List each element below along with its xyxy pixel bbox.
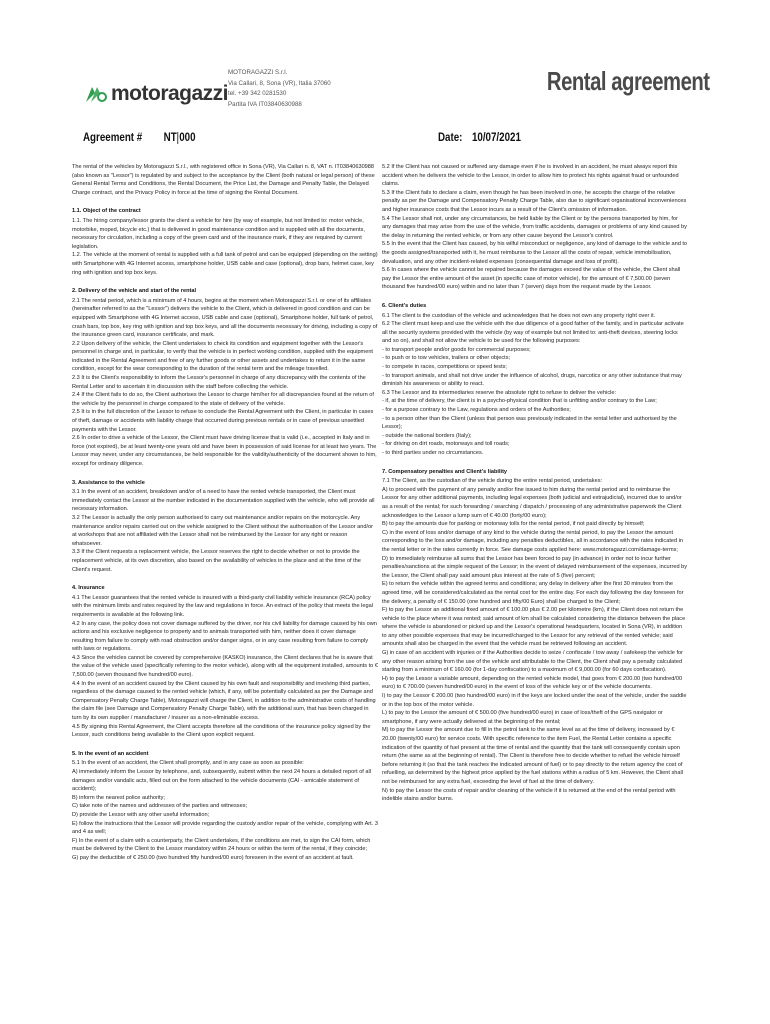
document-title: Rental agreement (547, 66, 710, 96)
section-heading: 5. In the event of an accident (72, 750, 149, 757)
agreement-label: Agreement # (83, 132, 143, 144)
clause-paragraph: A) to proceed with the payment of any penalty and/or fine issued to him during the rental period and to reimburse the Lessor for any other additional payments, including legal expenses (both judicial and extrajudicial), incurred due to and/or as a result of the rental; for such forwarding / searching / dispatch / processing of any administrative paperwork the Client acknowledges to the Lessor a lump sum of € 40.00 (forty/00 euro); (382, 486, 682, 519)
clause-paragraph: 1.1. The hiring company/lessor grants the client a vehicle for hire (by way of example, but not limited to: motor vehicle, motorbike, moped, bicycle etc.) that is delivered in good maintenance condition and is supplied with all the documents, necessary for circulation, including a copy of the green card and of the insurance mark, if they are required by current legislation. (72, 217, 365, 250)
clause-paragraph: 4.4 In the event of an accident caused by the Client caused by his own fault and responsibility and involving third parties, regardless of the damage caused to the rented vehicle (which, if any, will be potentially calculated as per the Damage and Compensatory Penalty Charge Table), Motoragazzi will charge the Client, in addition to the administrative costs of handling the claim file (see Damage and Compensatory Penalty Charge Table), with the additional sum, that has been charged in turn by its own supplier / manufacturer / insurer as a non-eliminable excess. (72, 680, 376, 722)
section-heading: 2. Delivery of the vehicle and start of the rental (72, 288, 197, 295)
clause-paragraph: - to push or to tow vehicles, trailers or other objects; (382, 355, 511, 362)
logo-text: motoragazzi (111, 82, 229, 105)
clause-paragraph: 3.2 The Lessor is actually the only person authorised to carry out maintenance and/or repairs on the motorcycle. Any maintenance and/or repairs carried out on the vehicle assigned to the Client without the authorisation of the Lessor and/or at workshops that are not affiliated with the Lessor shall not be reimbursed by the Lessor for any right or reason whatsoever. (72, 514, 374, 547)
clause-paragraph: 4.1 The Lessor guarantees that the rented vehicle is insured with a third-party civil liability vehicle insurance (RCA) policy with the minimum limits and rates required by the law and regulations in force. An extract of the policy that meets the legal requirements is available at the following link. (72, 594, 373, 618)
date-value: 10/07/2021 (471, 132, 521, 144)
company-vat: Partita IVA IT03840630988 (228, 100, 302, 108)
clause-paragraph: G) pay the deductible of € 250.00 (two hundred fifty hundred/00 euro) foreseen in the event of an accident at fault. (72, 854, 354, 861)
section-heading: 3. Assistance to the vehicle (72, 479, 145, 486)
section-heading: 4. Insurance (72, 585, 105, 592)
clause-paragraph: 6.1 The client is the custodian of the vehicle and acknowledges that he does not own any property right over it. (382, 312, 656, 319)
clause-paragraph: - for driving on dirt roads, motorways and toll roads; (382, 441, 510, 448)
clause-paragraph: 4.3 Since the vehicles cannot be covered by comprehensive (KASKO) insurance, the Client declares that he is aware that the value of the vehicle used (specifically referring to the motor vehicle), along with all the equipment installed, amounts to € 7,500.00 (seven thousand five hundred/00 euro). (72, 654, 378, 679)
agreement-suffix: 000 (179, 132, 196, 144)
section-heading: 6. Client's duties (382, 302, 427, 309)
clause-paragraph: 1.2. The vehicle at the moment of rental is supplied with a full tank of petrol and can be equipped (depending on the setting) with Smartphone with 4G Internet access, smartphone holder, USB cable and case (optional), drop bars, helmet case, key ring with ignition and top box keys. (72, 252, 378, 276)
date-label: Date: (438, 132, 463, 144)
clause-paragraph: D) provide the Lessor with any other useful information; (72, 811, 210, 818)
terms-column-right (382, 163, 688, 804)
clause-paragraph: - if, at the time of delivery, the client is in a psycho-physical condition that is unfitting and/or contrary to the Law; (382, 398, 657, 405)
clause-paragraph: 4.5 By signing this Rental Agreement, the Client accepts therefore all the conditions of the insurance policy signed by the Lessor, such conditions being available to the Client upon explicit request. (72, 723, 371, 739)
clause-paragraph: 5.2 If the Client has not caused or suffered any damage even if he is involved in an accident, he must always report this accident when he delivers the vehicle to the Lessor, in order to allow him to protect his rights against fraud or unfounded claims. (382, 164, 679, 188)
clause-paragraph: 5.6 In cases where the vehicle cannot be repaired because the damages exceed the value of the vehicle, the Client shall pay the Lessor the entire amount of the asset (in specific case of motor vehicle), for the amount of € 7,500.00 (seven thousand five hundred/00 euro) within and no later than 7 (seven) days from the request made by the Lessor. (382, 267, 681, 291)
clause-paragraph: 4.2 In any case, the policy does not cover damage suffered by the driver, nor his civil liability for damage caused by his own actions and his exclusive negligence to property and to animals transported with him, neither does it cover damage resulting from failure to comply with road obstruction and/or danger signs, or in any case resulting from failure to comply with laws or regulations. (72, 620, 377, 653)
motoragazzi-logo-icon (82, 84, 108, 104)
clause-paragraph: I) to pay the Lessor € 200.00 (two hundred/00 euro) in if the keys are locked under the seat of the vehicle, under the saddle or in the top box of the motor vehicle. (382, 693, 687, 708)
clause-paragraph: 2.6 In order to drive a vehicle of the Lessor, the Client must have driving license that is valid (i.e., accepted in Italy and in force (not expired), be at least twenty-one years old and have been in possession of said license for at least two years. The Lessor may never, under any circumstances, be held responsible for the validity/authenticity of the document shown to him, except for ordinary diligence. (72, 435, 377, 467)
clause-paragraph: 2.4 If the Client fails to do so, the Client authorises the Lessor to charge him/her for all discrepancies found at the return of the vehicle by the personnel in charge compared to the state of delivery of the vehicle. (72, 392, 374, 407)
clause-paragraph: L) to pay to the Lessor the amount of € 500.00 (five hundred/00 euro) in case of loss/theft of the GPS navigator or smartphone, if any were actually delivered at the beginning of the rental; (382, 710, 663, 725)
clause-paragraph: 5.3 If the Client fails to declare a claim, even though he has been involved in one, he accepts the charge of the relative penalty as per the Damage and Compensatory Penalty Charge Table, also due to significant organisational inconveniences and higher insurance costs that the Lessor incurs as a result of the Client's omission of information. (382, 189, 687, 213)
clause-paragraph: - to third parties under no circumstances. (382, 450, 484, 456)
clause-paragraph: 2.5 It is in the full discretion of the Lessor to refuse to conclude the Rental Agreement with the Client, in particular in cases of theft, damage or accidents with liability charge that occurred during previous rentals or in case of previous unsettled payments with the Lessor. (72, 409, 374, 433)
agreement-date (438, 132, 521, 144)
clause-paragraph: B) inform the nearest police authority; (72, 794, 165, 801)
clause-paragraph: - to transport animals, and shall not drive under the influence of alcohol, drugs, narcotics or any other substance that may diminish his awareness or ability to react. (382, 372, 682, 388)
clause-paragraph: 5.4 The Lessor shall not, under any circumstances, be held liable by the Client or by the persons transported by him, for any damages that may arise from the use of the vehicle, from traffic accidents, damages or problems of any kind caused by the delay in returning the rented vehicle, or from any other cause beyond the Lessor's control. (382, 215, 687, 239)
clause-paragraph: N) to pay the Lessor the costs of repair and/or cleaning of the vehicle if it is returned at the end of the rental period with indelible stains and/or burns. (382, 787, 676, 803)
clause-paragraph: - to compete in races, competitions or speed tests; (382, 364, 507, 371)
clause-paragraph: A) immediately inform the Lessor by telephone, and, subsequently, submit within the next 24 hours a detailed report of all damages and/or vandalic acts, filled out on the form attached to the vehicle documents (CAI - amicable statement of accident); (72, 769, 372, 793)
clause-paragraph: 3.1 In the event of an accident, breakdown and/or of a need to have the rented vehicle transported, the Client must immediately contact the Lessor at the number indicated in the documentation supplied with the vehicle, who will provide all necessary information. (72, 489, 375, 513)
agreement-number-field[interactable] (164, 132, 196, 144)
clause-paragraph: - to a person other than the Client (unless that person was previously indicated in the rental letter and authorised by the Lessor); (382, 415, 677, 431)
clause-paragraph: 7.1 The Client, as the custodian of the vehicle during the entire rental period, undertakes: (382, 478, 603, 485)
agreement-prefix: NT (163, 132, 177, 144)
clause-paragraph: C) in the event of loss and/or damage of any kind to the vehicle during the rental period, to pay the Lessor the amount corresponding to the loss and/or damage, including any penalties deductibles, all in accordance with the rates indicated in the rental letter or in the rates currently in force. See damage costs applied here: www.motoragazzi.com/damage-terms; (382, 529, 684, 553)
terms-column-left (72, 163, 378, 863)
clause-paragraph: E) follow the instructions that the Lessor will provide regarding the custody and/or repair of the vehicle, complying with Art. 3 and 4 as well; (72, 820, 378, 836)
company-info (228, 68, 331, 110)
clause-paragraph: F) to pay the Lessor an additional fixed amount of € 100.00 plus € 2.00 per kilometre (km), if the Client does not return the vehicle to the place where it was rented; said amount of km shall be calculated considering the distance between the place where the vehicle is abandoned or picked up and the Lessor's operational headquarters, located in Sona (VR), in addition to any other possible expenses that may be incurred/charged to the Lessor for any retrieval of the rented vehicle; said amounts shall also be charged in the event that the vehicle must be retrieved following an accident. (382, 607, 686, 648)
company-address: Via Callari, 8, Sona (VR), Italia 37060 (228, 79, 331, 87)
company-logo (82, 82, 228, 106)
clause-paragraph: C) take note of the names and addresses of the parties and witnesses; (72, 803, 248, 810)
clause-paragraph: D) to immediately reimburse all sums that the Lessor has been forced to pay (in advance) in order not to incur further penalties/sanctions at the simple request of the Lessor; in the event of delayed reimbursement of the expenses, incurred by the Lessor, the Client shall pay said amount plus interest at the rate of 5 (five) percent; (382, 555, 688, 579)
clause-paragraph: 2.3 It is the Client's responsibility to inform the Lessor's personnel in charge of any discrepancy with the contents of the Rental Letter and to ascertain it in discussion with the staff before collecting the vehicle. (72, 375, 366, 390)
clause-paragraph: - outside the national borders (Italy); (382, 432, 472, 439)
clause-paragraph: - to transport people and/or goods for commercial purposes; (382, 346, 531, 353)
clause-paragraph: B) to pay the amounts due for parking or motorway tolls for the rental period, if not paid directly by himself; (382, 521, 645, 528)
company-name: MOTORAGAZZI S.r.l. (228, 69, 288, 76)
clause-paragraph: 2.1 The rental period, which is a minimum of 4 hours, begins at the moment when Motoragazzi S.r.l. or one of its affiliates (hereinafter referred to as the "Lessor") delivers the vehicle to the Client, which is delivered in good condition and can be equipped with Smartphone with 4G Internet access, USB cable and case (optional), Smartphone holder, full tank of petrol, crash bars, top box, key ring with ignition and top box keys, and all the documents necessary for driving, including a copy of the insurance green card, insurance certificate, and mark. (72, 297, 378, 339)
section-heading: 1.1. Object of the contract (72, 208, 141, 215)
clause-paragraph: 5.1 In the event of an accident, the Client shall promptly, and in any case as soon as possible: (72, 760, 304, 767)
clause-paragraph: 6.3 The Lessor and its intermediaries reserve the absolute right to refuse to deliver the vehicle: (382, 389, 617, 396)
clause-paragraph: - for a purpose contrary to the Law, regulations and orders of the Authorities; (382, 407, 571, 414)
clause-paragraph: H) to pay the Lessor a variable amount, depending on the rented vehicle model, that goes from € 200.00 (two hundred/00 euro) to € 700.00 (seven hundred/00 euro) in the event of loss of the vehicle key or of the vehicle documents. (382, 675, 683, 691)
clause-paragraph: M) to pay the Lessor the amount due to fill in the petrol tank to the same level as at the time of delivery, increased by € 20.00 (twenty/00 euro) for service costs. With specific reference to the item Fuel, the Rental Letter contains a specific indication of the quantity of fuel present at the time of rental and the quantity that the tank will consequently contain upon return (the same as at the beginning of rental). The Client is therefore free to decide whether to refuel the vehicle himself before returning it (so that the tank reaches the indicated amount of fuel) or to pay directly to the return agency the cost of refuelling, as determined by the highest price applied by the fuel stations within a radius of 5 km. However, the Client shall not be reimbursed for any extra fuel, exceeding the level of fuel at the time of delivery. (382, 727, 683, 785)
clause-paragraph: G) in case of an accident with injuries or if the Authorities decide to seize / confiscate / tow away / safekeep the vehicle for any other reason arising from the use of the vehicle and attributable to the Client, the Client shall pay a penalty calculated starting from a minimum of € 160.00 (for 1-day confiscation) to a maximum of € 9,000.00 (for 60 days confiscation). (382, 650, 683, 674)
clause-paragraph: 3.3 If the Client requests a replacement vehicle, the Lessor reserves the right to decide whether or not to provide the replacement vehicle, at its own discretion, also based on the availability of vehicles in the place and at the time of the Client's request. (72, 549, 361, 573)
clause-paragraph: E) to return the vehicle within the agreed terms and conditions; any delay in delivery after the first 30 minutes from the agreed time, will be considered/calculated as the rental cost for the entire day. For each day following the day foreseen for the delivery, a penalty of € 150.00 (one hundred and fifty/00 Euro) shall be charged to the Client; (382, 581, 684, 605)
clause-paragraph: F) In the event of a claim with a counterparty, the Client undertakes, if the conditions are met, to sign the CAI form, which must be delivered by the Client to the Lessor mandatory within 24 hours or within the term of the rental, if they coincide; (72, 837, 371, 853)
clause-paragraph: 5.5 In the event that the Client has caused, by his wilful misconduct or negligence, any kind of damage to the vehicle and to the goods assigned/transported with it, he must reimburse to the Lessor all the costs of repair, vehicle immobilisation, devaluation, and any other incident-related expenses (consequential damage and loss of profit). (382, 241, 688, 265)
clause-paragraph: 6.2 The client must keep and use the vehicle with the due diligence of a good father of the family, and in particular activate all the security systems provided with the vehicle (by way of example but not limited to: anti-theft devices, steering locks and so on), and shall not allow the vehicle to be used for the following purposes: (382, 321, 684, 345)
agreement-number (83, 132, 196, 144)
company-phone: tel. +39 342 0281530 (228, 90, 287, 97)
clause-paragraph: The rental of the vehicles by Motoragazzi S.r.l., with registered office in Sona (VR), Via Callari n. 8, VAT n. IT03840630988 (also known as "Lessor") is regulated by and subject to the acceptance by the Client (both natural or legal person) of these General Rental Terms and Conditions, the Rental Document, the Price List, the Damage and Penalty Table, the Delayed Charge contract, and the Privacy Policy in force at the time of signing the Rental Document. (72, 164, 375, 196)
section-heading: 7. Compensatory penalties and Client's liability (382, 468, 508, 475)
clause-paragraph: 2.2 Upon delivery of the vehicle, the Client undertakes to check its condition and equipment together with the Lessor's personnel in charge and, in particular, to verify that the vehicle is in perfect working condition, supplied with the equipment indicated in the Rental Agreement and free of any further goods or other assets and undertakes to return it in the same condition, except for the wear corresponding to the duration of the rental term and the mileage travelled. (72, 340, 373, 373)
